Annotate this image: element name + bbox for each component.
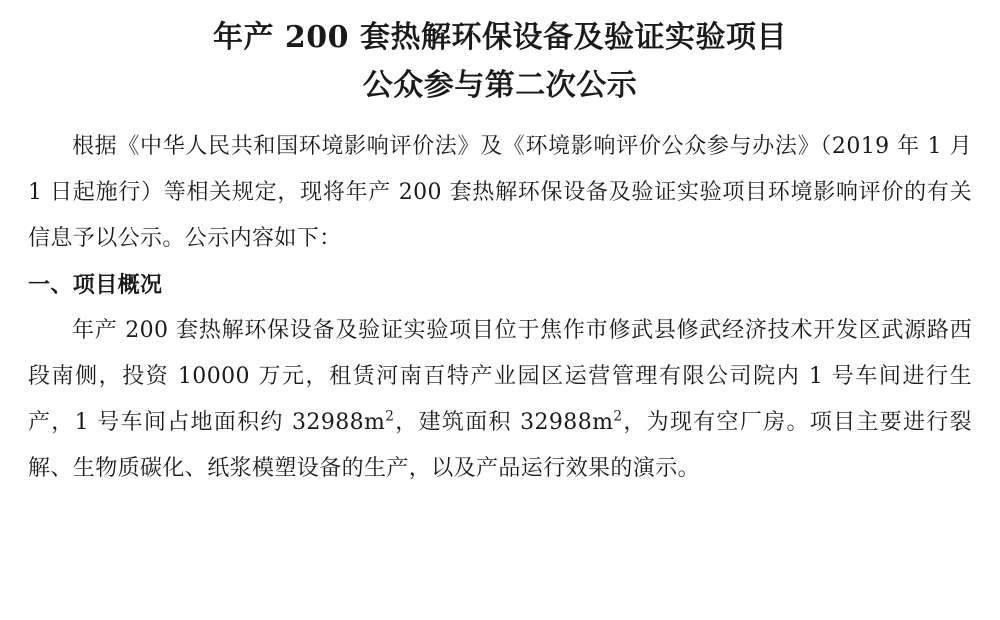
intro-paragraph: 根据《中华人民共和国环境影响评价法》及《环境影响评价公众参与办法》（2019 年 1 月 1 日起施行）等相关规定，现将年产 200 套热解环保设备及验证实验项目环境影响评价的有关信息予以公示。公示内容如下： [28, 134, 972, 251]
section-heading-project-overview: 一、项目概况 [28, 272, 163, 298]
superscript-area-unit-1: 2 [385, 408, 395, 425]
page-title [28, 10, 972, 110]
section-body-part-1: 年产 200 套热解环保设备及验证实验项目位于焦作市修武县修武经济技术开发区武源路西段南侧，投资 10000 万元，租赁河南百特产业园区运营管理有限公司院内 1 号车间进行生产，1 号车间占地面积约 32988m [28, 318, 972, 435]
section-body-paragraph [28, 308, 972, 492]
superscript-area-unit-2: 2 [613, 408, 623, 425]
page-title-line-1: 年产 200 套热解环保设备及验证实验项目 [212, 20, 787, 55]
page-title-line-2: 公众参与第二次公示 [362, 68, 638, 103]
section-body-part-3: ，为现有空厂房。项目主要进行裂解、生物质碳化、纸浆模塑设备的生产，以及产品运行效果的演示。 [28, 410, 973, 481]
section-body-part-2: ，建筑面积 32988m [394, 410, 614, 435]
